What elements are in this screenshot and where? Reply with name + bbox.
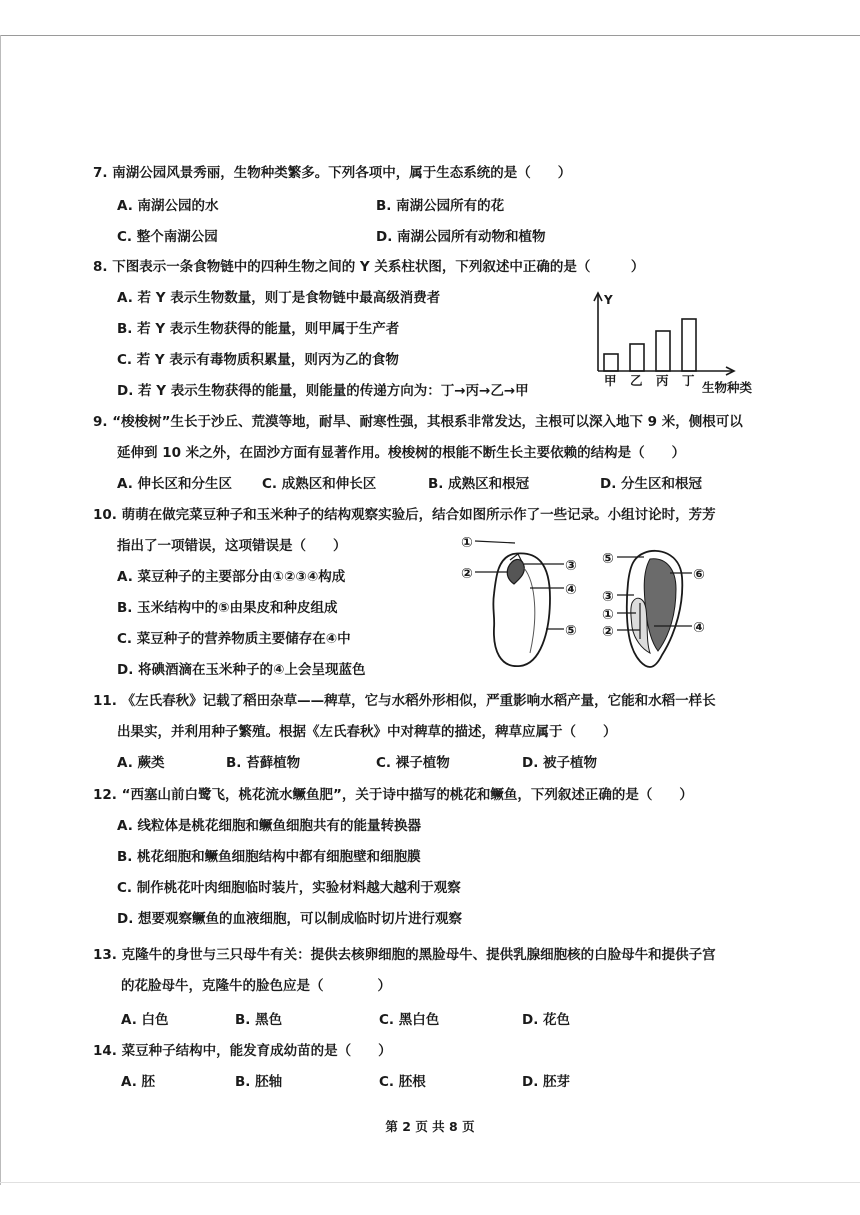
corn-label-6: ⑥ <box>693 567 705 583</box>
bean-label-3: ③ <box>565 558 577 574</box>
question-11-stem-line-1: 11. 《左氏春秋》记载了稻田杂草——稗草，它与水稻外形相似，严重影响水稻产量，它能和水稻一样长 <box>93 693 716 709</box>
question-13-option-c: C. 黑白色 <box>379 1012 440 1028</box>
question-14-option-c: C. 胚根 <box>379 1074 426 1090</box>
bean-seed-diagram <box>458 528 593 673</box>
scan-top-edge <box>0 35 860 36</box>
x-axis-label: 生物种类 <box>702 380 753 395</box>
corn-label-2: ② <box>602 624 614 640</box>
page-number-footer: 第 2 页 共 8 页 <box>385 1119 475 1134</box>
question-7-stem: 7. 南湖公园风景秀丽，生物种类繁多。下列各项中，属于生态系统的是（ ） <box>93 165 572 181</box>
question-11-option-b: B. 苔藓植物 <box>226 755 301 771</box>
bean-label-2: ② <box>461 566 473 582</box>
question-11-option-a: A. 蕨类 <box>117 755 165 771</box>
question-9-stem-line-1: 9. “梭梭树”生长于沙丘、荒漠等地，耐旱、耐寒性强，其根系非常发达，主根可以深入地下 9 米，侧根可以 <box>93 414 743 430</box>
question-8-option-c: C. 若 Y 表示有毒物质积累量，则丙为乙的食物 <box>117 352 399 368</box>
question-12-option-a: A. 线粒体是桃花细胞和鳜鱼细胞共有的能量转换器 <box>117 818 422 834</box>
question-8-stem: 8. 下图表示一条食物链中的四种生物之间的 Y 关系柱状图，下列叙述中正确的是（ ） <box>93 259 645 275</box>
food-chain-bar-figure <box>585 285 775 400</box>
question-9-option-a: A. 伸长区和分生区 <box>117 476 233 492</box>
question-11-option-c: C. 裸子植物 <box>376 755 450 771</box>
question-10-option-c: C. 菜豆种子的营养物质主要储存在④中 <box>117 631 351 647</box>
category-label-yi: 乙 <box>630 373 643 388</box>
question-9-stem-line-2: 延伸到 10 米之外，在固沙方面有显著作用。梭梭树的根能不断生长主要依赖的结构是（ ） <box>117 445 686 461</box>
question-7-option-d: D. 南湖公园所有动物和植物 <box>376 229 546 245</box>
question-10-stem-line-2: 指出了一项错误，这项错误是（ ） <box>117 538 347 554</box>
bean-label-1: ① <box>461 535 473 551</box>
question-12-stem: 12. “西塞山前白鹭飞，桃花流水鳜鱼肥”，关于诗中描写的桃花和鳜鱼，下列叙述正确的是（ ） <box>93 787 693 803</box>
question-10-option-d: D. 将碘酒滴在玉米种子的④上会呈现蓝色 <box>117 662 366 678</box>
question-7-option-a: A. 南湖公园的水 <box>117 198 219 214</box>
question-14-option-d: D. 胚芽 <box>522 1074 571 1090</box>
bar-jia <box>604 354 618 371</box>
question-14-option-b: B. 胚轴 <box>235 1074 283 1090</box>
question-11-option-d: D. 被子植物 <box>522 755 598 771</box>
question-13-option-b: B. 黑色 <box>235 1012 283 1028</box>
y-axis-label: Y <box>604 293 613 307</box>
bar-ding <box>682 319 696 371</box>
question-13-stem-line-2: 的花脸母牛，克隆牛的脸色应是（ ） <box>121 978 391 994</box>
question-12-option-d: D. 想要观察鳜鱼的血液细胞，可以制成临时切片进行观察 <box>117 911 463 927</box>
corn-label-4: ④ <box>693 620 705 636</box>
corn-label-1: ① <box>602 607 614 623</box>
category-label-ding: 丁 <box>682 373 695 388</box>
question-8-option-d: D. 若 Y 表示生物获得的能量，则能量的传递方向为：丁→丙→乙→甲 <box>117 383 529 399</box>
category-label-jia: 甲 <box>604 373 617 388</box>
question-14-option-a: A. 胚 <box>121 1074 156 1090</box>
scan-left-edge <box>0 35 1 1185</box>
bar-yi <box>630 344 644 371</box>
question-8-option-b: B. 若 Y 表示生物获得的能量，则甲属于生产者 <box>117 321 400 337</box>
question-14-stem: 14. 菜豆种子结构中，能发育成幼苗的是（ ） <box>93 1043 392 1059</box>
question-7-option-c: C. 整个南湖公园 <box>117 229 218 245</box>
question-11-stem-line-2: 出果实，并利用种子繁殖。根据《左氏春秋》中对稗草的描述，稗草应属于（ ） <box>117 724 617 740</box>
corn-label-5: ⑤ <box>602 551 614 567</box>
question-7-option-b: B. 南湖公园所有的花 <box>376 198 505 214</box>
question-9-option-b: B. 成熟区和根冠 <box>428 476 530 492</box>
corn-seed-diagram <box>600 543 720 673</box>
question-8-option-a: A. 若 Y 表示生物数量，则丁是食物链中最高级消费者 <box>117 290 441 306</box>
question-10-option-b: B. 玉米结构中的⑤由果皮和种皮组成 <box>117 600 338 616</box>
scan-bottom-edge <box>0 1182 860 1183</box>
question-10-option-a: A. 菜豆种子的主要部分由①②③④构成 <box>117 569 346 585</box>
bean-label-4: ④ <box>565 582 577 598</box>
bar-bing <box>656 331 670 371</box>
bean-label-5: ⑤ <box>565 623 577 639</box>
question-12-option-b: B. 桃花细胞和鳜鱼细胞结构中都有细胞壁和细胞膜 <box>117 849 421 865</box>
question-13-stem-line-1: 13. 克隆牛的身世与三只母牛有关：提供去核卵细胞的黑脸母牛、提供乳腺细胞核的白脸母牛和提供子宫 <box>93 947 716 963</box>
question-10-stem-line-1: 10. 萌萌在做完菜豆种子和玉米种子的结构观察实验后，结合如图所示作了一些记录。小组讨论时，芳芳 <box>93 507 716 523</box>
question-13-option-d: D. 花色 <box>522 1012 571 1028</box>
question-13-option-a: A. 白色 <box>121 1012 169 1028</box>
question-12-option-c: C. 制作桃花叶肉细胞临时装片，实验材料越大越利于观察 <box>117 880 461 896</box>
category-label-bing: 丙 <box>656 373 669 388</box>
corn-label-3: ③ <box>602 589 614 605</box>
question-9-option-d: D. 分生区和根冠 <box>600 476 703 492</box>
question-9-option-c: C. 成熟区和伸长区 <box>262 476 377 492</box>
